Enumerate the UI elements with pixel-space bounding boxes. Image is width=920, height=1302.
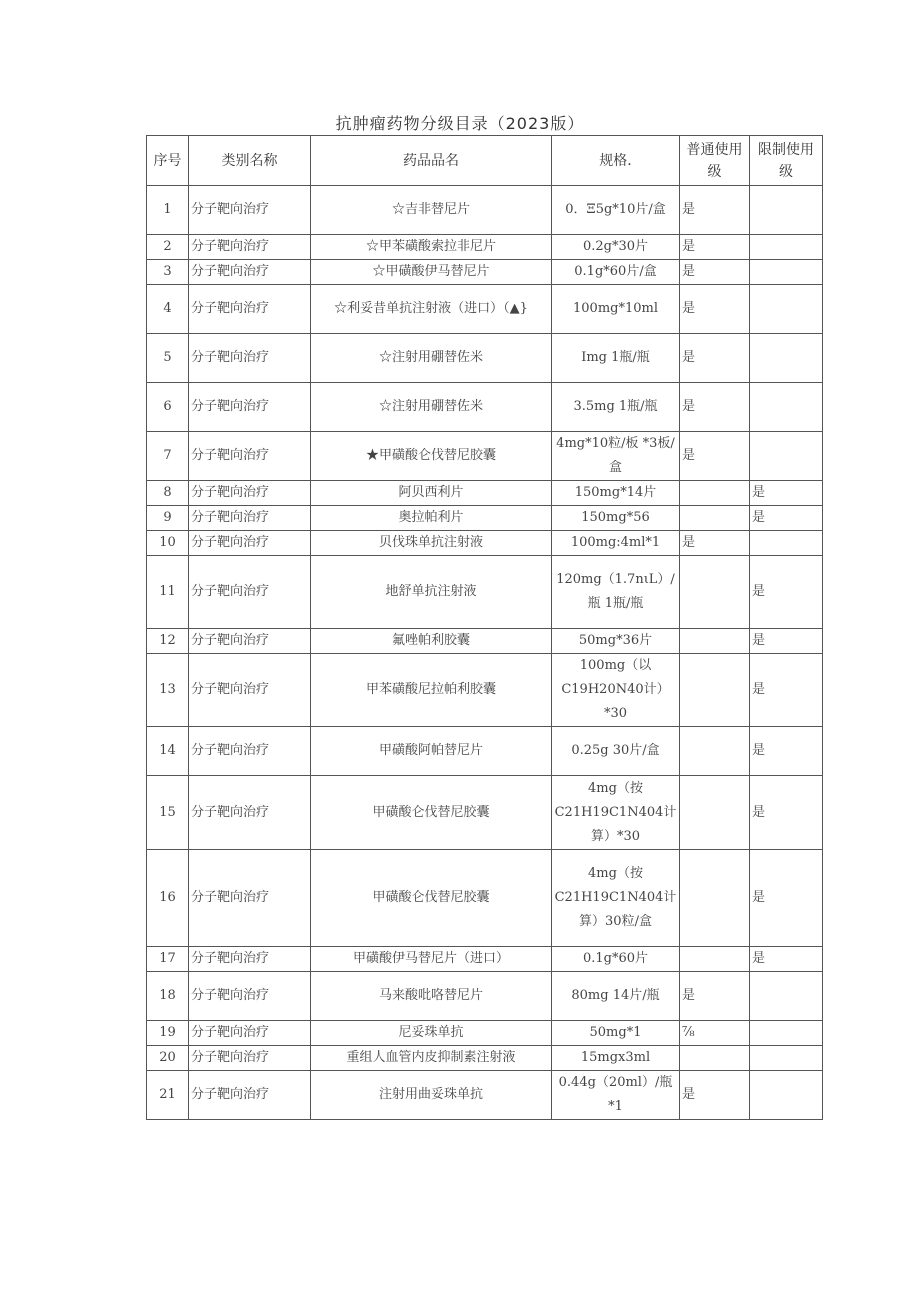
cell-drug: 贝伐珠单抗注射液 (311, 531, 552, 556)
cell-no: 16 (147, 850, 189, 947)
cell-category: 分子靶向治疗 (189, 776, 311, 850)
table-row (147, 334, 823, 383)
cell-category: 分子靶向治疗 (189, 285, 311, 334)
cell-no: 5 (147, 334, 189, 383)
cell-restricted (750, 1021, 823, 1046)
table-row (147, 260, 823, 285)
cell-category: 分子靶向治疗 (189, 947, 311, 972)
cell-category: 分子靶向治疗 (189, 972, 311, 1021)
cell-spec: 50mg*36片 (552, 629, 680, 654)
cell-normal (680, 556, 750, 629)
cell-normal (680, 481, 750, 506)
cell-restricted (750, 186, 823, 235)
cell-spec: 100mg*10ml (552, 285, 680, 334)
header-no: 序号 (147, 136, 189, 186)
cell-normal: 是 (680, 432, 750, 481)
cell-no: 19 (147, 1021, 189, 1046)
cell-normal (680, 850, 750, 947)
cell-spec: 150mg*14片 (552, 481, 680, 506)
cell-restricted: 是 (750, 727, 823, 776)
cell-restricted: 是 (750, 629, 823, 654)
table-row (147, 383, 823, 432)
cell-restricted: 是 (750, 947, 823, 972)
cell-drug: 甲磺酸阿帕替尼片 (311, 727, 552, 776)
cell-spec: 0.1g*60片 (552, 947, 680, 972)
cell-spec: 0.44g（20ml）/瓶*1 (552, 1071, 680, 1120)
cell-category: 分子靶向治疗 (189, 531, 311, 556)
table-row (147, 1071, 823, 1120)
cell-no: 4 (147, 285, 189, 334)
cell-no: 10 (147, 531, 189, 556)
cell-no: 20 (147, 1046, 189, 1071)
table-row (147, 235, 823, 260)
cell-spec: 80mg 14片/瓶 (552, 972, 680, 1021)
cell-no: 14 (147, 727, 189, 776)
table-row (147, 629, 823, 654)
cell-restricted (750, 432, 823, 481)
cell-category: 分子靶向治疗 (189, 850, 311, 947)
cell-spec: Img 1瓶/瓶 (552, 334, 680, 383)
header-restricted: 限制使用级 (750, 136, 823, 186)
table-row (147, 654, 823, 727)
cell-drug: 地舒单抗注射液 (311, 556, 552, 629)
table-row (147, 481, 823, 506)
cell-normal (680, 629, 750, 654)
header-normal: 普通使用级 (680, 136, 750, 186)
table-row (147, 1021, 823, 1046)
cell-restricted (750, 531, 823, 556)
cell-restricted: 是 (750, 481, 823, 506)
cell-normal (680, 947, 750, 972)
cell-restricted (750, 285, 823, 334)
cell-normal: 是 (680, 383, 750, 432)
cell-restricted: 是 (750, 506, 823, 531)
cell-restricted (750, 260, 823, 285)
cell-no: 21 (147, 1071, 189, 1120)
header-row (147, 136, 823, 186)
cell-category: 分子靶向治疗 (189, 1021, 311, 1046)
cell-restricted (750, 1071, 823, 1120)
cell-normal: 是 (680, 260, 750, 285)
cell-normal (680, 506, 750, 531)
table-row (147, 947, 823, 972)
cell-spec: 15mgx3ml (552, 1046, 680, 1071)
cell-category: 分子靶向治疗 (189, 629, 311, 654)
cell-spec: 3.5mg 1瓶/瓶 (552, 383, 680, 432)
cell-drug: 尼妥珠单抗 (311, 1021, 552, 1046)
cell-drug: 阿贝西利片 (311, 481, 552, 506)
cell-no: 13 (147, 654, 189, 727)
cell-drug: ☆注射用硼替佐米 (311, 334, 552, 383)
cell-drug: ☆利妥昔单抗注射液（进口）（▲} (311, 285, 552, 334)
cell-restricted (750, 1046, 823, 1071)
cell-drug: ★甲磺酸仑伐替尼胶囊 (311, 432, 552, 481)
table-row (147, 432, 823, 481)
table-row (147, 1046, 823, 1071)
table-row (147, 556, 823, 629)
cell-no: 6 (147, 383, 189, 432)
cell-restricted (750, 334, 823, 383)
cell-no: 17 (147, 947, 189, 972)
cell-drug: ☆甲磺酸伊马替尼片 (311, 260, 552, 285)
cell-spec: 0.1g*60片/盒 (552, 260, 680, 285)
cell-drug: 奥拉帕利片 (311, 506, 552, 531)
cell-normal: 是 (680, 285, 750, 334)
cell-spec: 120mg（1.7nιL）/瓶 1瓶/瓶 (552, 556, 680, 629)
cell-drug: 甲磺酸仑伐替尼胶囊 (311, 776, 552, 850)
cell-category: 分子靶向治疗 (189, 383, 311, 432)
table-row (147, 850, 823, 947)
table-row (147, 972, 823, 1021)
cell-normal: 是 (680, 334, 750, 383)
cell-category: 分子靶向治疗 (189, 1071, 311, 1120)
cell-drug: 注射用曲妥珠单抗 (311, 1071, 552, 1120)
cell-no: 9 (147, 506, 189, 531)
header-spec: 规格. (552, 136, 680, 186)
cell-restricted: 是 (750, 556, 823, 629)
cell-normal (680, 727, 750, 776)
cell-spec: 4mg*10粒/板 *3板/盒 (552, 432, 680, 481)
cell-spec: 4mg（按C21H19C1N404计算）30粒/盒 (552, 850, 680, 947)
cell-drug: 氟唑帕利胶囊 (311, 629, 552, 654)
cell-drug: 甲磺酸伊马替尼片（进口） (311, 947, 552, 972)
cell-spec: 50mg*1 (552, 1021, 680, 1046)
cell-no: 11 (147, 556, 189, 629)
table-row (147, 727, 823, 776)
cell-drug: 马来酸吡咯替尼片 (311, 972, 552, 1021)
cell-no: 3 (147, 260, 189, 285)
cell-normal (680, 654, 750, 727)
table-row (147, 285, 823, 334)
cell-drug: 重组人血管内皮抑制素注射液 (311, 1046, 552, 1071)
cell-no: 7 (147, 432, 189, 481)
cell-spec: 100mg（以C19H20N40计）*30 (552, 654, 680, 727)
cell-spec: 4mg（按C21H19C1N404计算）*30 (552, 776, 680, 850)
cell-no: 1 (147, 186, 189, 235)
cell-spec: 100mg:4ml*1 (552, 531, 680, 556)
cell-no: 15 (147, 776, 189, 850)
page-title: 抗肿瘤药物分级目录（2023版） (335, 114, 585, 133)
table-row (147, 776, 823, 850)
header-category: 类别名称 (189, 136, 311, 186)
cell-restricted (750, 972, 823, 1021)
cell-no: 2 (147, 235, 189, 260)
cell-drug: ☆吉非替尼片 (311, 186, 552, 235)
cell-normal: 是 (680, 972, 750, 1021)
cell-normal: 是 (680, 1071, 750, 1120)
cell-no: 8 (147, 481, 189, 506)
cell-normal: 是 (680, 186, 750, 235)
cell-spec: 0.2g*30片 (552, 235, 680, 260)
cell-category: 分子靶向治疗 (189, 506, 311, 531)
cell-spec: 0．Ξ5g*10片/盒 (552, 186, 680, 235)
cell-category: 分子靶向治疗 (189, 481, 311, 506)
cell-category: 分子靶向治疗 (189, 654, 311, 727)
cell-category: 分子靶向治疗 (189, 556, 311, 629)
cell-restricted (750, 235, 823, 260)
cell-category: 分子靶向治疗 (189, 1046, 311, 1071)
cell-drug: 甲磺酸仑伐替尼胶囊 (311, 850, 552, 947)
cell-no: 18 (147, 972, 189, 1021)
cell-normal: ⅞ (680, 1021, 750, 1046)
header-drug: 药品品名 (311, 136, 552, 186)
cell-normal: 是 (680, 235, 750, 260)
cell-restricted (750, 383, 823, 432)
cell-category: 分子靶向治疗 (189, 432, 311, 481)
cell-category: 分子靶向治疗 (189, 235, 311, 260)
cell-normal (680, 776, 750, 850)
cell-drug: ☆甲苯磺酸索拉非尼片 (311, 235, 552, 260)
cell-normal: 是 (680, 531, 750, 556)
cell-category: 分子靶向治疗 (189, 334, 311, 383)
cell-restricted: 是 (750, 654, 823, 727)
table-row (147, 186, 823, 235)
cell-category: 分子靶向治疗 (189, 186, 311, 235)
cell-drug: ☆注射用硼替佐米 (311, 383, 552, 432)
table-row (147, 531, 823, 556)
cell-normal (680, 1046, 750, 1071)
cell-category: 分子靶向治疗 (189, 260, 311, 285)
cell-no: 12 (147, 629, 189, 654)
cell-spec: 150mg*56 (552, 506, 680, 531)
cell-restricted: 是 (750, 850, 823, 947)
cell-restricted: 是 (750, 776, 823, 850)
cell-spec: 0.25g 30片/盒 (552, 727, 680, 776)
table-row (147, 506, 823, 531)
cell-drug: 甲苯磺酸尼拉帕利胶囊 (311, 654, 552, 727)
drug-table (146, 135, 823, 1120)
cell-category: 分子靶向治疗 (189, 727, 311, 776)
